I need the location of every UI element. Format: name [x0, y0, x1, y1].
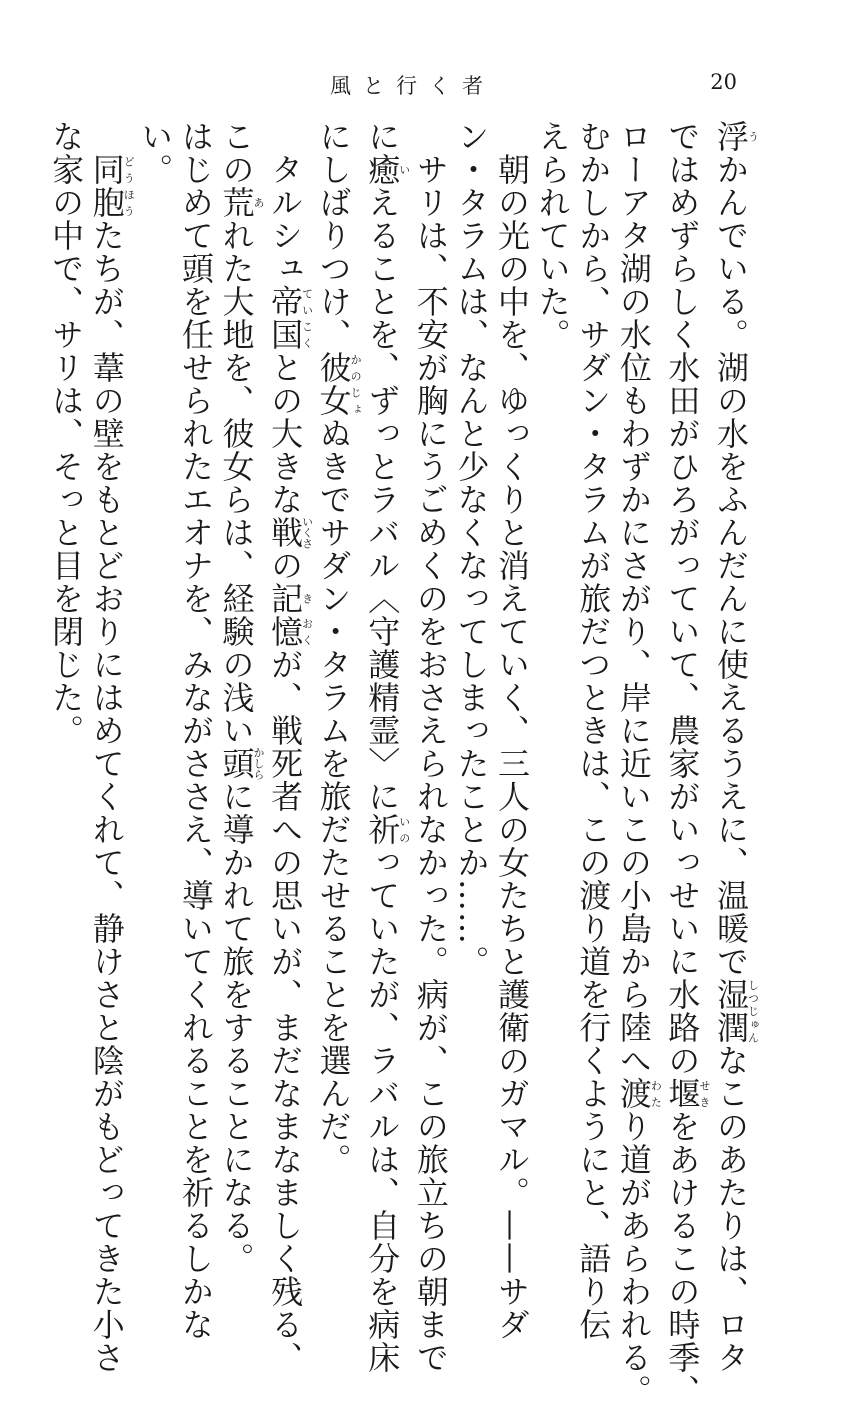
ruby-reading: いくさ	[300, 516, 314, 549]
ruby-reading: ていこく	[300, 285, 314, 351]
text-run: に導かれて旅をすることになる。	[217, 780, 256, 1275]
text-run: 朝の光の中を、ゆっくりと消えていく、三人の女たちと護衛のガマル。——サダ	[493, 120, 532, 1341]
text-run: たちが、葦の壁をもとどおりにはめてくれて、静けさと陰がもどってきた小さ	[87, 219, 126, 1374]
ruby-reading: どうほう	[122, 153, 136, 219]
text-line	[216, 120, 265, 1275]
text-line	[313, 120, 363, 1176]
ruby-reading: い	[397, 153, 411, 186]
ruby-reading: いの	[397, 813, 411, 846]
ruby-reading: かのじょ	[349, 351, 363, 417]
ruby-base: 湿潤	[712, 978, 750, 1044]
ruby-base: 癒	[363, 153, 402, 186]
ruby-reading: おく	[300, 615, 314, 648]
ruby-annotation	[266, 615, 314, 648]
text-line	[710, 120, 760, 1374]
ruby-base: 浮	[712, 120, 750, 153]
ruby-base: 憶	[266, 615, 305, 648]
text-line	[175, 120, 216, 1341]
ruby-annotation	[266, 285, 314, 351]
ruby-reading: う	[746, 120, 760, 153]
ruby-base: 荒	[217, 186, 256, 219]
text-run: ン・タラムは、なんと少なくなってしまったことか……。	[452, 120, 491, 978]
ruby-base: 祈	[363, 813, 402, 846]
ruby-annotation	[87, 153, 136, 219]
ruby-base: 渡	[614, 1077, 653, 1110]
ruby-base: 堰	[663, 1077, 702, 1110]
text-run: なこのあたりは、ロタ	[712, 1044, 750, 1374]
ruby-annotation	[217, 186, 265, 219]
ruby-reading: わた	[649, 1077, 663, 1110]
ruby-annotation	[266, 582, 314, 615]
ruby-reading: あ	[251, 186, 265, 219]
ruby-reading: しつじゅん	[746, 978, 760, 1044]
ruby-annotation	[712, 120, 760, 153]
ruby-annotation	[614, 1077, 663, 1110]
body-text	[47, 120, 760, 1407]
text-run: サリは、不安が胸にうごめくのをおさえられなかった。病が、この旅立ちの朝まで	[411, 120, 450, 1374]
text-run: り道があらわれる。	[614, 1110, 653, 1407]
text-line	[662, 120, 711, 1407]
text-run: かんでいる。湖の水をふんだんに使えるうえに、温暖で	[712, 153, 750, 978]
text-run: っていたが、ラバルは、自分を病床	[363, 846, 402, 1374]
text-run: はじめて頭を任せられたエオナを、みながささえ、導いてくれることを祈るしかな	[176, 120, 215, 1341]
ruby-reading: き	[300, 582, 314, 615]
ruby-annotation	[363, 153, 411, 186]
text-run: に	[363, 120, 402, 153]
ruby-annotation	[663, 1077, 711, 1110]
text-run: むかしから、サダン・タラムが旅だつときは、この渡り道を行くようにと、語り伝	[574, 120, 613, 1341]
text-line	[135, 120, 176, 1130]
text-run: の	[266, 549, 305, 582]
text-line	[264, 120, 314, 1374]
text-run: にしばりつけ、	[314, 120, 353, 351]
text-run: れた大地を、彼女らは、経験の浅い	[217, 219, 256, 747]
ruby-reading: かしら	[251, 747, 265, 780]
ruby-annotation	[363, 813, 411, 846]
text-run	[88, 120, 126, 153]
text-run: い。	[136, 120, 175, 186]
running-head-title: 風と行く者	[330, 74, 495, 98]
text-line	[86, 120, 136, 1374]
ruby-annotation	[712, 978, 760, 1044]
text-run: な家の中で、サリは、そっと目を閉じた。	[47, 120, 86, 747]
text-run: ぬきでサダン・タラムを旅だたせることを選んだ。	[314, 417, 353, 1176]
text-line	[410, 120, 451, 1374]
text-run: ではめずらしく水田がひろがっていて、農家がいっせいに水路の	[663, 120, 702, 1077]
ruby-base: 戦	[266, 516, 305, 549]
text-line	[532, 120, 573, 1130]
text-line	[491, 120, 532, 1341]
text-run: えられていた。	[533, 120, 572, 351]
ruby-base: 同胞	[87, 153, 126, 219]
ruby-base: 帝国	[266, 285, 305, 351]
text-run: えることを、ずっとラバル〈守護精霊〉に	[363, 186, 402, 813]
text-run: この	[217, 120, 256, 186]
text-line	[451, 120, 492, 1130]
ruby-base: 頭	[217, 747, 256, 780]
text-run: との大きな	[266, 351, 305, 516]
text-line	[362, 120, 411, 1374]
page-number: 20	[710, 70, 737, 94]
text-line	[573, 120, 614, 1341]
text-line	[46, 120, 87, 1130]
ruby-reading: せき	[697, 1077, 711, 1110]
ruby-annotation	[314, 351, 363, 417]
text-run: が、戦死者への思いが、まだなまなましく残る、	[266, 648, 305, 1374]
ruby-annotation	[266, 516, 314, 549]
text-run: をあけるこの時季、	[663, 1110, 702, 1407]
text-line	[613, 120, 663, 1407]
ruby-annotation	[217, 747, 265, 780]
ruby-base: 彼女	[314, 351, 353, 417]
text-run: タルシュ	[266, 120, 305, 285]
text-run: ローアタ湖の水位もわずかにさがり、岸に近いこの小島から陸へ	[614, 120, 653, 1077]
ruby-base: 記	[266, 582, 305, 615]
